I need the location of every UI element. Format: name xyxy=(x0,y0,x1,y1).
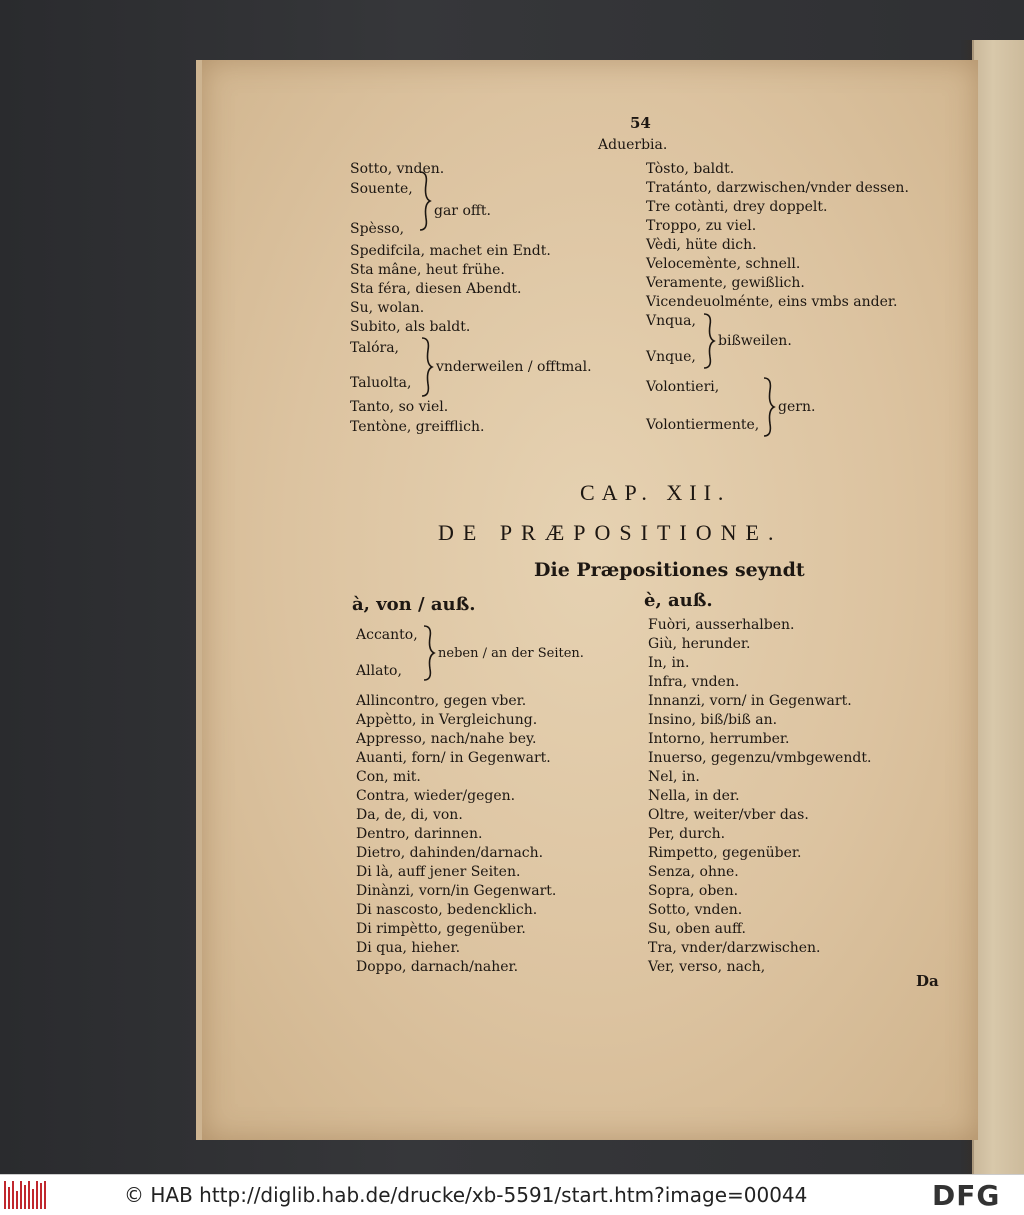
dfg-logo: DFG xyxy=(932,1179,1001,1212)
list-item: Vnqua, xyxy=(646,313,696,329)
list-item: Contra, wieder/gegen. xyxy=(356,788,516,804)
list-item: Nella, in der. xyxy=(648,788,740,804)
list-item: Con, mit. xyxy=(356,769,421,785)
list-item: Insino, biß/biß an. xyxy=(648,712,778,728)
list-item: Dietro, dahinden/darnach. xyxy=(356,845,544,861)
curly-brace-icon xyxy=(762,376,776,438)
list-item: Volontieri, xyxy=(646,379,720,395)
list-item: Dinànzi, vorn/in Gegenwart. xyxy=(356,883,557,899)
section-subtitle: Die Præpositiones seyndt xyxy=(534,559,805,581)
list-item: Troppo, zu viel. xyxy=(646,218,757,234)
list-item: Vnque, xyxy=(646,349,696,365)
list-item: Inuerso, gegenzu/vmbgewendt. xyxy=(648,750,872,766)
list-item: In, in. xyxy=(648,655,690,671)
list-item: Di là, auff jener Seiten. xyxy=(356,864,521,880)
chapter-number: CAP. XII. xyxy=(580,480,731,505)
list-item: Di nascosto, bedencklich. xyxy=(356,902,538,918)
list-item: Sotto, vnden. xyxy=(350,161,445,177)
brace-gloss: neben / an der Seiten. xyxy=(438,646,584,661)
list-item: Sta mâne, heut frühe. xyxy=(350,262,505,278)
list-item: Spedifcila, machet ein Endt. xyxy=(350,243,551,259)
list-item: Di rimpètto, gegenüber. xyxy=(356,921,526,937)
list-item: Appètto, in Vergleichung. xyxy=(356,712,538,728)
brace-gloss: bißweilen. xyxy=(718,333,792,349)
hab-logo-icon xyxy=(4,1181,48,1209)
list-item: Per, durch. xyxy=(648,826,726,842)
curly-brace-icon xyxy=(418,170,432,232)
list-item: Oltre, weiter/vber das. xyxy=(648,807,809,823)
list-item: Fuòri, ausserhalben. xyxy=(648,617,795,633)
list-item: Rimpetto, gegenüber. xyxy=(648,845,802,861)
viewer-footer xyxy=(0,1174,1024,1215)
list-item: Allincontro, gegen vber. xyxy=(356,693,527,709)
brace-gloss: gar offt. xyxy=(434,203,491,219)
brace-gloss: gern. xyxy=(778,399,816,415)
list-item: Doppo, darnach/naher. xyxy=(356,959,519,975)
list-item: Senza, ohne. xyxy=(648,864,739,880)
list-item: Souente, xyxy=(350,181,413,197)
list-item: Innanzi, vorn/ in Gegenwart. xyxy=(648,693,852,709)
catchword: Da xyxy=(916,972,939,990)
list-item: Subito, als baldt. xyxy=(350,319,471,335)
list-item: Intorno, herrumber. xyxy=(648,731,790,747)
list-item: Infra, vnden. xyxy=(648,674,740,690)
curly-brace-icon xyxy=(702,312,716,370)
list-item: Vicendeuolménte, eins vmbs ander. xyxy=(646,294,898,310)
list-item: Sotto, vnden. xyxy=(648,902,743,918)
list-item: Su, wolan. xyxy=(350,300,425,316)
list-item: Appresso, nach/nahe bey. xyxy=(356,731,537,747)
chapter-title: DE PRÆPOSITIONE. xyxy=(438,520,783,545)
list-item: Sta féra, diesen Abendt. xyxy=(350,281,522,297)
list-item: Volontiermente, xyxy=(646,417,760,433)
list-item: Dentro, darinnen. xyxy=(356,826,483,842)
running-head: Aduerbia. xyxy=(598,137,668,153)
page-number: 54 xyxy=(630,114,651,132)
list-item: Di qua, hieher. xyxy=(356,940,461,956)
list-item: Tra, vnder/darzwischen. xyxy=(648,940,821,956)
list-item: Talóra, xyxy=(350,340,399,356)
list-item: Vèdi, hüte dich. xyxy=(646,237,757,253)
list-item: Taluolta, xyxy=(350,375,412,391)
source-citation-link[interactable]: © HAB http://diglib.hab.de/drucke/xb-5591/start.htm?image=00044 xyxy=(124,1183,808,1207)
list-item: Spèsso, xyxy=(350,221,405,237)
column-head: à, von / auß. xyxy=(352,594,476,615)
list-item: Tratánto, darzwischen/vnder dessen. xyxy=(646,180,909,196)
list-item: Tre cotànti, drey doppelt. xyxy=(646,199,828,215)
facing-page-edge xyxy=(972,40,1024,1174)
list-item: Tentòne, greifflich. xyxy=(350,419,485,435)
list-item: Tòsto, baldt. xyxy=(646,161,735,177)
list-item: Giù, herunder. xyxy=(648,636,751,652)
list-item: Velocemènte, schnell. xyxy=(646,256,801,272)
book-page xyxy=(196,60,978,1140)
column-head: è, auß. xyxy=(644,590,713,611)
list-item: Veramente, gewißlich. xyxy=(646,275,805,291)
list-item: Da, de, di, von. xyxy=(356,807,463,823)
curly-brace-icon xyxy=(420,336,434,398)
list-item: Su, oben auff. xyxy=(648,921,746,937)
list-item: Allato, xyxy=(356,663,402,679)
list-item: Accanto, xyxy=(356,627,418,643)
list-item: Nel, in. xyxy=(648,769,700,785)
brace-gloss: vnderweilen / offtmal. xyxy=(436,359,592,375)
list-item: Tanto, so viel. xyxy=(350,399,449,415)
list-item: Ver, verso, nach, xyxy=(648,959,766,975)
curly-brace-icon xyxy=(422,624,436,682)
list-item: Sopra, oben. xyxy=(648,883,739,899)
list-item: Auanti, forn/ in Gegenwart. xyxy=(356,750,551,766)
